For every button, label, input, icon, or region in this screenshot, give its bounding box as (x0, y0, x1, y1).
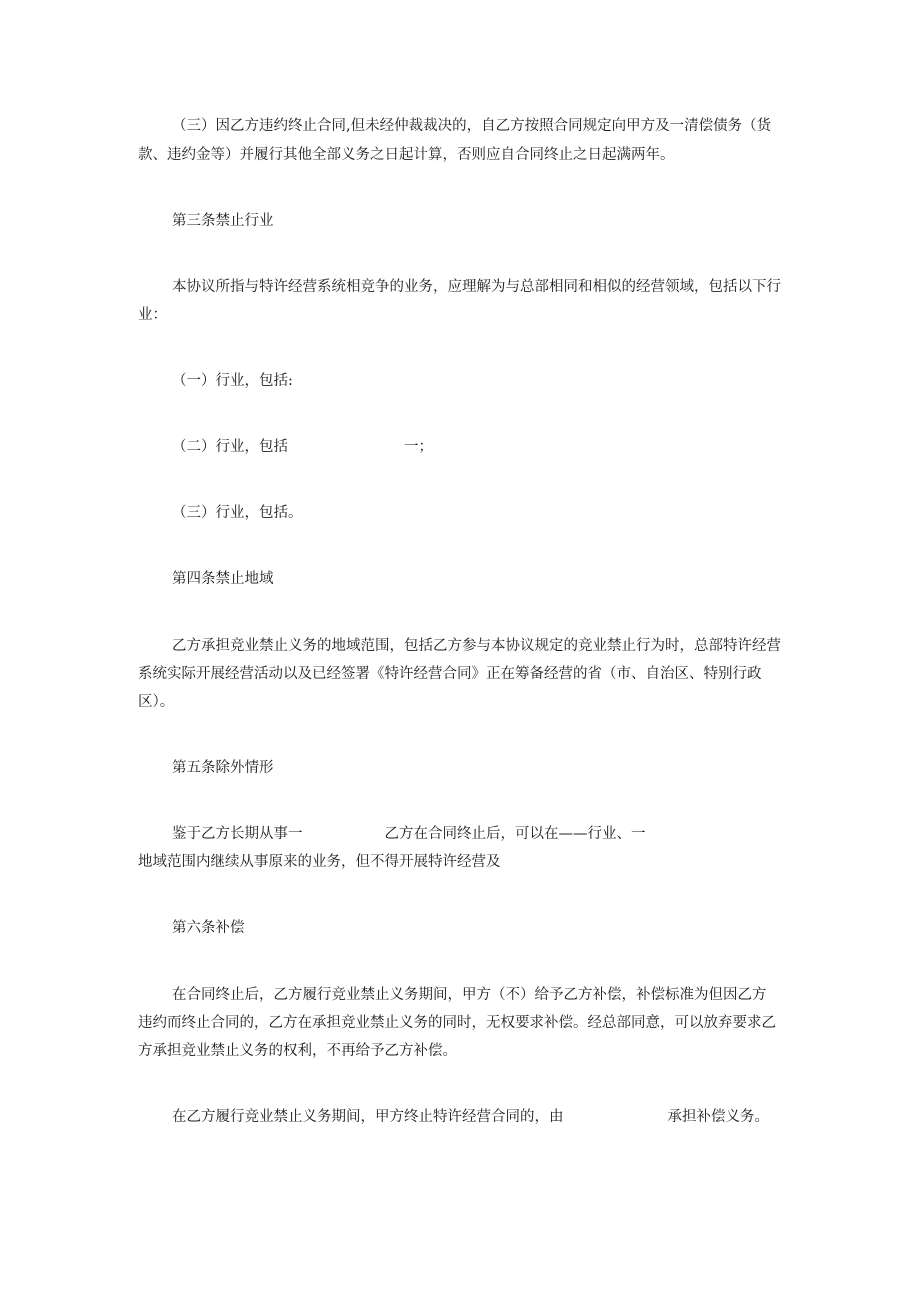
article-4-line-1: 乙方承担竞业禁止义务的地域范围，包括乙方参与本协议规定的竞业禁止行为时，总部特许经营 (172, 638, 781, 654)
article-3-line-1: 本协议所指与特许经营系统相竞争的业务，应理解为与总部相同和相似的经营领域，包括以下行 (172, 279, 781, 295)
closing-line-tail: 承担补偿义务。 (667, 1109, 769, 1125)
article-3-title: 第三条禁止行业 (172, 213, 274, 229)
article-3-item-2-tail: 一； (404, 439, 433, 455)
article-3-item-2-text: （二）行业，包括 (172, 439, 288, 455)
article-5-line-1-text: 鉴于乙方长期从事一 (172, 826, 303, 842)
article-4-line-2: 系统实际开展经营活动以及已经签署《特许经营合同》正在筹备经营的省（市、自治区、特别行政 (138, 666, 762, 682)
article-3-item-1: （一）行业，包括: (172, 373, 293, 389)
article-5-line-1 (172, 819, 646, 849)
article-4-line-3: 区）。 (138, 694, 175, 710)
article-6-line-1: 在合同终止后，乙方履行竞业禁止义务期间，甲方（不）给予乙方补偿，补偿标准为但因乙方 (172, 987, 767, 1003)
closing-line (172, 1102, 769, 1132)
article-5-title: 第五条除外情形 (172, 760, 274, 776)
article-6-title: 第六条补偿 (172, 920, 245, 936)
paragraph-3-line-1: （三）因乙方违约终止合同,但未经仲裁裁决的，自乙方按照合同规定向甲方及一清偿债务（货 (172, 118, 772, 134)
article-6-line-3: 方承担竞业禁止义务的权利，不再给予乙方补偿。 (138, 1043, 457, 1059)
article-3-item-2 (172, 432, 433, 462)
article-3-item-3: （三）行业，包括。 (172, 505, 303, 521)
article-5-line-2: 地域范围内继续从事原来的业务，但不得开展特许经营及 (138, 854, 501, 870)
article-4-title: 第四条禁止地域 (172, 571, 274, 587)
paragraph-3-line-2: 款、违约金等）并履行其他全部义务之日起计算，否则应自合同终止之日起满两年。 (138, 147, 675, 163)
article-3-line-2: 业： (138, 307, 167, 323)
article-6-line-2: 违约而终止合同的，乙方在承担竞业禁止义务的同时，无权要求补偿。经总部同意，可以放弃要求乙 (138, 1015, 776, 1031)
article-5-line-1-tail: 乙方在合同终止后，可以在——行业、一 (384, 826, 646, 842)
closing-line-text: 在乙方履行竞业禁止义务期间，甲方终止特许经营合同的，由 (172, 1109, 564, 1125)
